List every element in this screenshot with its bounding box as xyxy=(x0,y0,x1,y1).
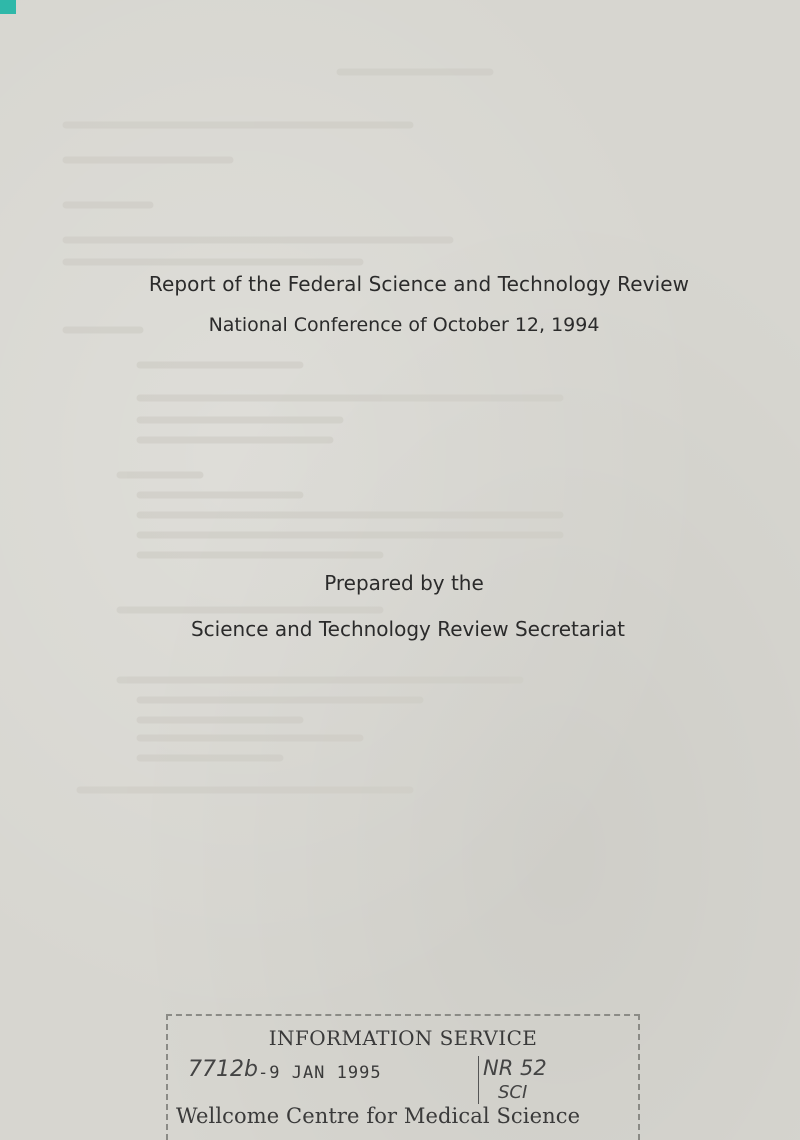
stamp-footer: Wellcome Centre for Medical Science xyxy=(176,1104,581,1128)
report-subtitle: National Conference of October 12, 1994 xyxy=(208,314,600,336)
author-organization: Science and Technology Review Secretariat xyxy=(190,617,626,641)
stamp-handwritten-number: 7712b xyxy=(188,1057,258,1082)
prepared-by-line: Prepared by the xyxy=(324,571,484,595)
stamp-handwritten-code: NR 52 xyxy=(483,1056,547,1080)
stamp-divider xyxy=(478,1056,479,1104)
stamp-handwritten-sub: SCI xyxy=(498,1082,528,1103)
report-title: Report of the Federal Science and Technology Review xyxy=(148,272,690,296)
library-stamp xyxy=(166,1014,640,1140)
stamp-date: -9 JAN 1995 xyxy=(258,1063,382,1083)
stamp-header: INFORMATION SERVICE xyxy=(268,1026,538,1050)
corner-color-mark xyxy=(0,0,16,14)
